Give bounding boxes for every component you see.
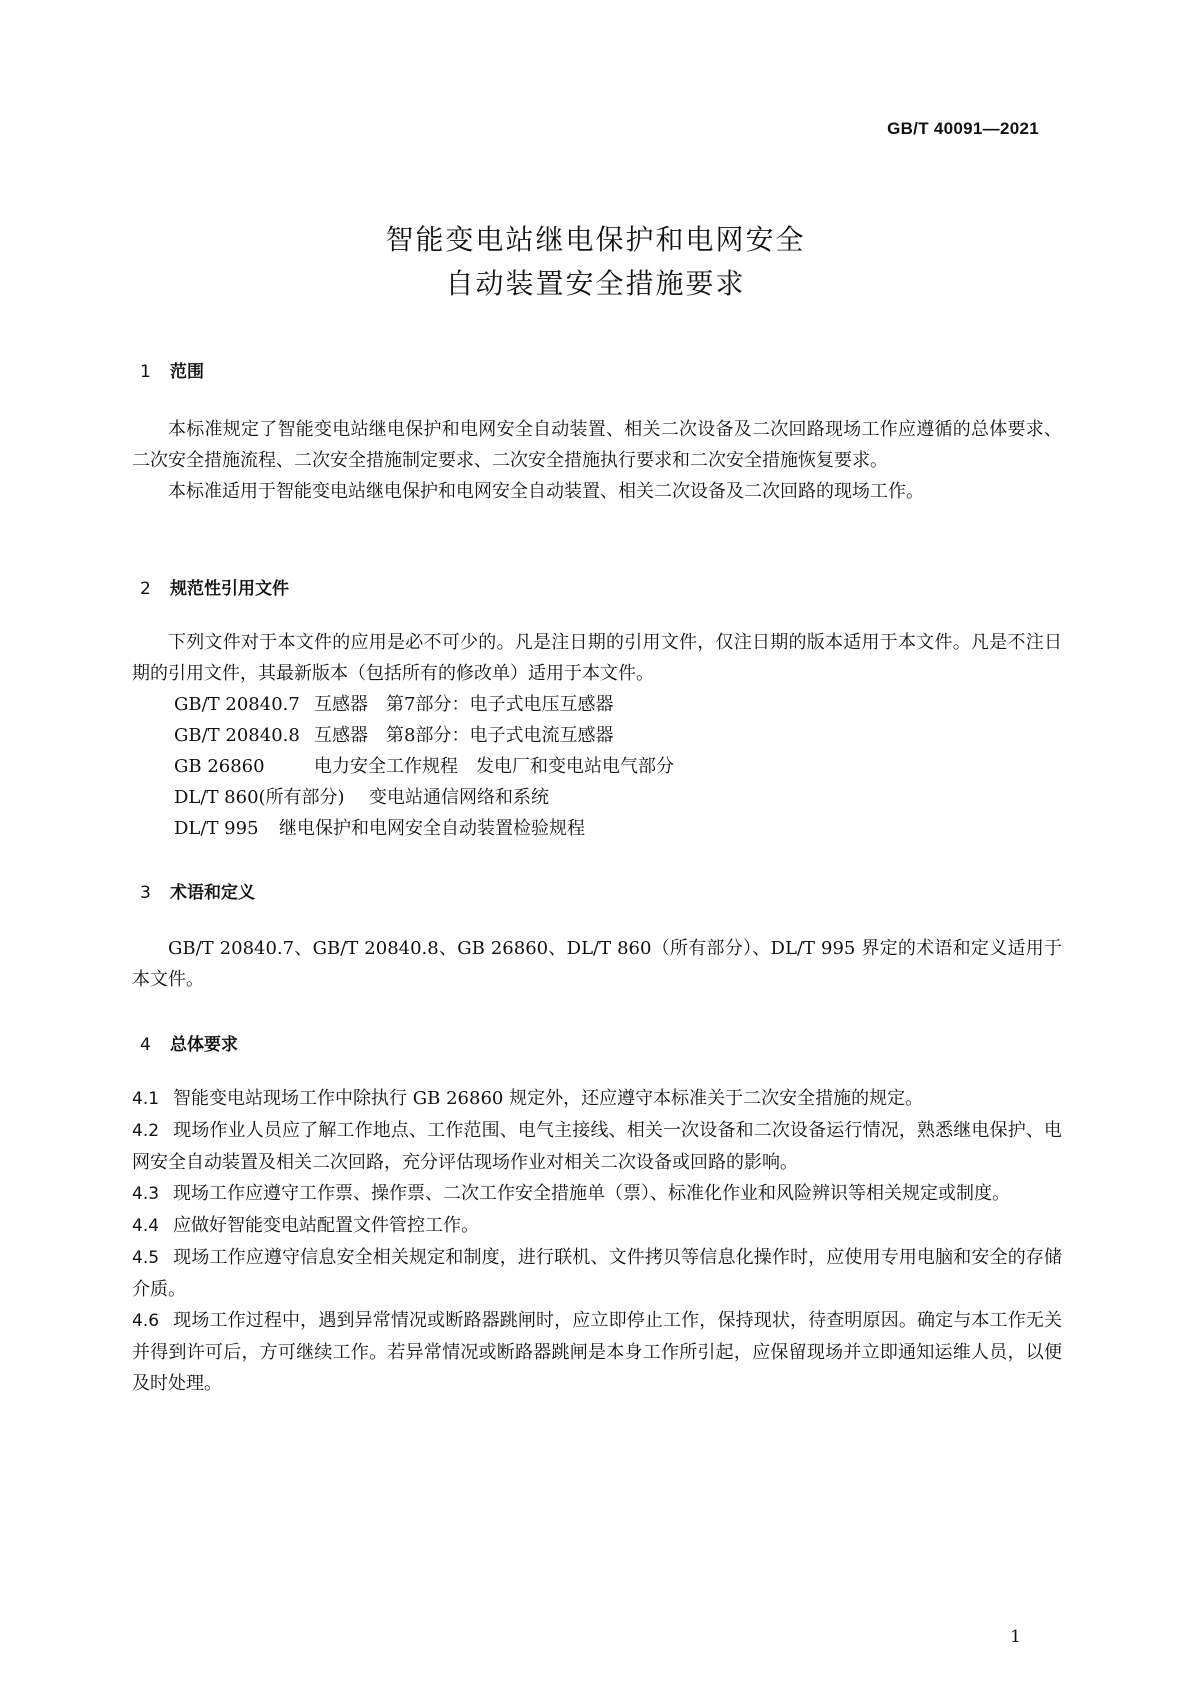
document-title-line-1: 智能变电站继电保护和电网安全 xyxy=(385,223,806,256)
clause-number: 4.1 xyxy=(132,1089,160,1109)
clause-number: 4.2 xyxy=(132,1121,160,1141)
section-2-body xyxy=(132,627,1062,844)
reference-title: 继电保护和电网安全自动装置检验规程 xyxy=(279,818,585,839)
page-number: 1 xyxy=(1010,1627,1021,1647)
section-1-heading xyxy=(140,357,204,382)
standard-code: GB/T 40091—2021 xyxy=(887,119,1039,138)
reference-title: 变电站通信网络和系统 xyxy=(369,787,549,808)
clause xyxy=(132,1115,1062,1178)
clause xyxy=(132,1178,1062,1210)
section-3-body xyxy=(132,933,1062,995)
reference-item xyxy=(132,813,1062,844)
section-title: 范围 xyxy=(170,362,204,382)
section-number: 4 xyxy=(140,1035,151,1055)
clause xyxy=(132,1083,1062,1115)
section-3-heading xyxy=(140,878,255,903)
clause xyxy=(132,1305,1062,1399)
reference-item xyxy=(132,720,1062,751)
reference-item xyxy=(132,689,1062,720)
clause-text: 现场工作应遵守信息安全相关规定和制度，进行联机、文件拷贝等信息化操作时，应使用专用电脑和安全的存储介质。 xyxy=(132,1247,1062,1300)
section-1-body xyxy=(132,414,1062,507)
clause-number: 4.3 xyxy=(132,1184,160,1204)
reference-title: 电力安全工作规程 发电厂和变电站电气部分 xyxy=(314,756,674,777)
reference-item xyxy=(132,782,1062,813)
section-title: 术语和定义 xyxy=(170,883,255,903)
reference-item xyxy=(132,751,1062,782)
reference-code: GB/T 20840.8 xyxy=(174,725,300,746)
paragraph: 本标准适用于智能变电站继电保护和电网安全自动装置、相关二次设备及二次回路的现场工作。 xyxy=(168,481,924,502)
section-title: 总体要求 xyxy=(170,1035,238,1055)
clause-text: 现场工作过程中，遇到异常情况或断路器跳闸时，应立即停止工作，保持现状，待查明原因。确定与本工作无关并得到许可后，方可继续工作。若异常情况或断路器跳闸是本身工作所引起，应保留现场并立即通知运维人员，以便及时处理。 xyxy=(132,1310,1062,1394)
clause-number: 4.6 xyxy=(132,1311,160,1331)
section-number: 3 xyxy=(140,883,151,903)
section-4-body xyxy=(132,1083,1062,1399)
reference-title: 互感器 第8部分：电子式电流互感器 xyxy=(314,725,614,746)
section-2-heading xyxy=(140,574,289,599)
paragraph: 下列文件对于本文件的应用是必不可少的。凡是注日期的引用文件，仅注日期的版本适用于本文件。凡是不注日期的引用文件，其最新版本（包括所有的修改单）适用于本文件。 xyxy=(132,632,1062,684)
paragraph: 本标准规定了智能变电站继电保护和电网安全自动装置、相关二次设备及二次回路现场工作应遵循的总体要求、二次安全措施流程、二次安全措施制定要求、二次安全措施执行要求和二次安全措施恢复要求。 xyxy=(132,419,1062,471)
clause-text: 现场工作应遵守工作票、操作票、二次工作安全措施单（票）、标准化作业和风险辨识等相关规定或制度。 xyxy=(173,1183,1011,1204)
paragraph: GB/T 20840.7、GB/T 20840.8、GB 26860、DL/T 860（所有部分）、DL/T 995 界定的术语和定义适用于本文件。 xyxy=(132,938,1062,990)
clause xyxy=(132,1242,1062,1305)
clause xyxy=(132,1210,1062,1242)
reference-code: GB 26860 xyxy=(174,756,265,777)
reference-code: DL/T 860(所有部分) xyxy=(174,787,345,808)
section-title: 规范性引用文件 xyxy=(170,579,289,599)
reference-code: GB/T 20840.7 xyxy=(174,694,300,715)
clause-number: 4.4 xyxy=(132,1216,160,1236)
clause-text: 应做好智能变电站配置文件管控工作。 xyxy=(173,1215,480,1236)
reference-code: DL/T 995 xyxy=(174,818,259,839)
section-4-heading xyxy=(140,1030,238,1055)
section-number: 1 xyxy=(140,362,151,382)
clause-text: 现场作业人员应了解工作地点、工作范围、电气主接线、相关一次设备和二次设备运行情况，熟悉继电保护、电网安全自动装置及相关二次回路，充分评估现场作业对相关二次设备或回路的影响。 xyxy=(132,1120,1062,1173)
clause-text: 智能变电站现场工作中除执行 GB 26860 规定外，还应遵守本标准关于二次安全措施的规定。 xyxy=(173,1088,924,1109)
document-title-line-2: 自动装置安全措施要求 xyxy=(445,267,746,300)
section-number: 2 xyxy=(140,579,151,599)
reference-title: 互感器 第7部分：电子式电压互感器 xyxy=(314,694,614,715)
clause-number: 4.5 xyxy=(132,1248,160,1268)
